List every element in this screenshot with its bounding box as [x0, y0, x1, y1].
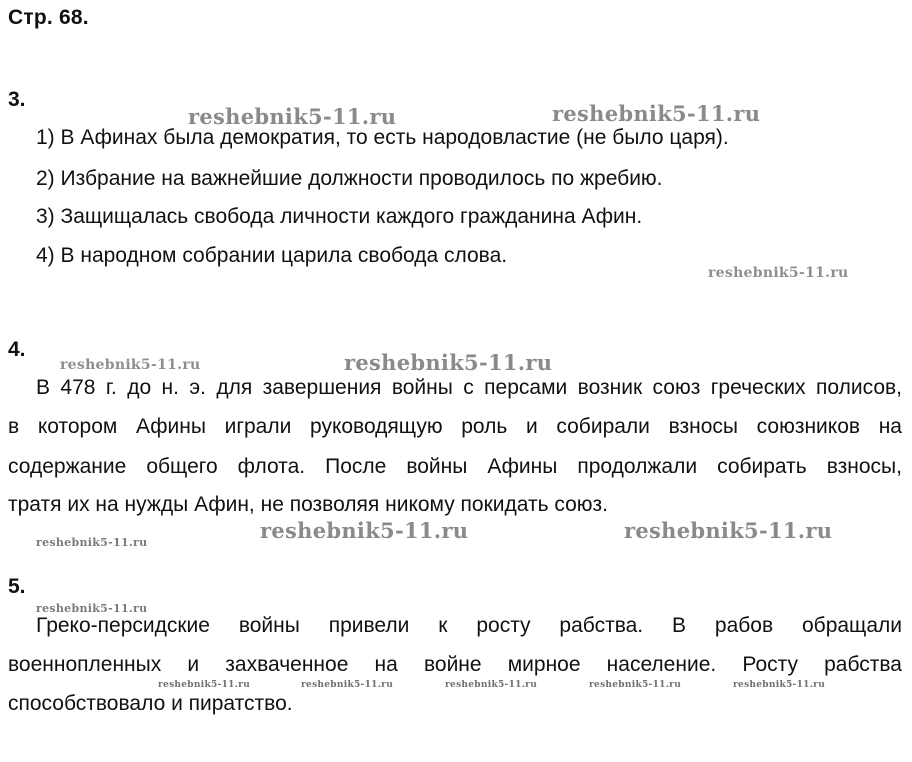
section-3-item-4: 4) В народном собрании царила свобода слова. [36, 244, 508, 267]
watermark: reshebnik5-11.ru [260, 518, 469, 543]
section-number-3: 3. [8, 88, 26, 111]
page-title: Стр. 68. [8, 6, 89, 29]
section-number-5: 5. [8, 575, 26, 598]
watermark: reshebnik5-11.ru [445, 680, 538, 690]
section-5-line-2: военнопленных и захваченное на войне мирное население. Росту рабства [8, 653, 902, 676]
section-5-line-3: способствовало и пиратство. [8, 692, 293, 715]
watermark: reshebnik5-11.ru [708, 265, 849, 281]
section-4-line-1: В 478 г. до н. э. для завершения войны с персами возник союз греческих полисов, [36, 376, 902, 399]
section-4-line-4: тратя их на нужды Афин, не позволяя никому покидать союз. [8, 493, 609, 516]
watermark: reshebnik5-11.ru [301, 680, 394, 690]
watermark: reshebnik5-11.ru [60, 357, 201, 373]
watermark: reshebnik5-11.ru [624, 518, 833, 543]
section-4-line-2: в котором Афины играли руководящую роль и собирали взносы союзников на [8, 415, 902, 438]
section-4-line-3: содержание общего флота. После войны Афины продолжали собирать взносы, [8, 455, 902, 478]
section-5-line-1: Греко-персидские войны привели к росту рабства. В рабов обращали [36, 614, 902, 637]
section-3-item-1: 1) В Афинах была демократия, то есть народовластие (не было царя). [36, 126, 729, 149]
section-number-4: 4. [8, 338, 26, 361]
watermark: reshebnik5-11.ru [158, 680, 251, 690]
watermark: reshebnik5-11.ru [344, 350, 553, 375]
watermark: reshebnik5-11.ru [36, 602, 148, 615]
section-3-item-3: 3) Защищалась свобода личности каждого гражданина Афин. [36, 205, 643, 228]
section-3-item-2: 2) Избрание на важнейшие должности проводилось по жребию. [36, 167, 663, 190]
watermark: reshebnik5-11.ru [589, 680, 682, 690]
watermark: reshebnik5-11.ru [733, 680, 826, 690]
watermark: reshebnik5-11.ru [552, 101, 761, 126]
watermark: reshebnik5-11.ru [188, 104, 397, 129]
watermark: reshebnik5-11.ru [36, 536, 148, 549]
